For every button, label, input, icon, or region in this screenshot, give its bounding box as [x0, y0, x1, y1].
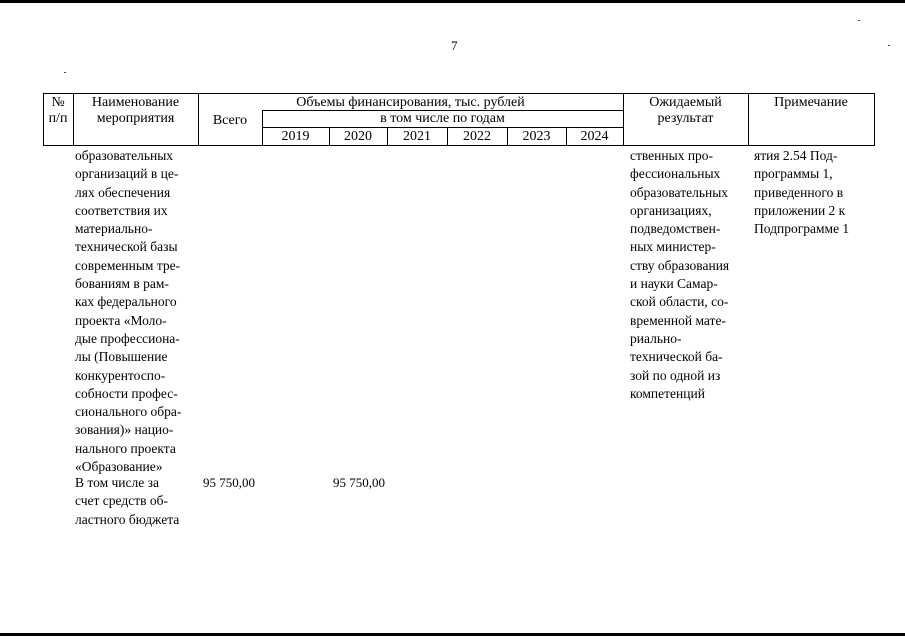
text-line: подведомствен- — [630, 221, 721, 237]
text-line: «Образование» — [75, 459, 163, 475]
text-line: Подпрограмме 1 — [754, 221, 850, 237]
text-line: ластного бюджета — [75, 511, 180, 527]
text-line: собности профес- — [75, 385, 178, 401]
text-line: ках федерального — [75, 294, 177, 310]
budget-2020-value: 95 750,00 — [333, 475, 385, 490]
budget-total-value: 95 750,00 — [203, 475, 255, 490]
text-line: бованиям в рам- — [75, 276, 169, 292]
scan-speck — [888, 45, 890, 46]
text-line: проекта «Моло- — [75, 312, 167, 328]
text-line: образовательных — [630, 184, 729, 200]
text-line: технической ба- — [630, 349, 723, 365]
header-no-sub: п/п — [48, 111, 68, 126]
header-year-2024: 2024 — [580, 129, 609, 144]
text-line: зования)» нацио- — [75, 422, 174, 438]
text-line: и науки Самар- — [630, 276, 718, 292]
text-line: технической базы — [75, 239, 178, 255]
text-line: организациях, — [630, 202, 712, 218]
header-total: Всего — [212, 113, 248, 128]
text-line: риально- — [630, 330, 682, 346]
page-top-border — [0, 0, 905, 3]
text-line: программы 1, — [754, 166, 833, 182]
header-year-2023: 2023 — [522, 129, 551, 144]
header-year-2021: 2021 — [403, 129, 431, 144]
text-line: ственных про- — [630, 148, 714, 163]
text-line: нального проекта — [75, 440, 176, 456]
header-year-2020: 2020 — [344, 129, 372, 144]
page-number: 7 — [451, 38, 458, 53]
text-line: компетенций — [630, 385, 705, 401]
text-line: фессиональных — [630, 166, 721, 182]
scan-speck — [64, 72, 66, 73]
header-no: № — [51, 95, 65, 110]
header-name: Наименование — [91, 95, 180, 110]
text-line: сионального обра- — [75, 404, 182, 420]
header-year-2022: 2022 — [463, 129, 491, 144]
page-bottom-border — [0, 633, 905, 636]
header-year-2019: 2019 — [281, 129, 310, 144]
text-line: В том числе за — [75, 475, 159, 490]
text-line: приложении 2 к — [754, 202, 846, 218]
expected-result-cell — [630, 147, 729, 403]
budget-name-cell — [75, 474, 179, 529]
header-by-years: в том числе по годам — [380, 111, 505, 126]
text-line: счет средств об- — [75, 493, 168, 509]
text-line: лях обеспечения — [75, 184, 171, 200]
text-line: ных министер- — [630, 239, 716, 255]
header-name-sub: мероприятия — [96, 111, 175, 126]
text-line: ятия 2.54 Под- — [754, 148, 838, 163]
text-line: конкурентоспо- — [75, 367, 166, 383]
text-line: соответствия их — [75, 202, 168, 218]
text-line: организаций в це- — [75, 166, 179, 182]
text-line: ской области, со- — [630, 294, 729, 310]
note-cell — [754, 147, 849, 238]
event-name-cell — [75, 147, 181, 476]
text-line: образовательных — [75, 148, 174, 163]
header-result-sub: результат — [657, 111, 714, 126]
text-line: лы (Повышение — [75, 349, 168, 365]
text-line: ству образования — [630, 257, 730, 273]
text-line: временной мате- — [630, 312, 726, 328]
header-funding: Объемы финансирования, тыс. рублей — [296, 95, 525, 110]
text-line: дые профессиона- — [75, 330, 180, 346]
text-line: материально- — [75, 221, 153, 237]
text-line: приведенного в — [754, 184, 844, 200]
scan-speck — [858, 20, 860, 21]
text-line: зой по одной из — [630, 367, 721, 383]
header-result: Ожидаемый — [649, 95, 722, 110]
header-note: Примечание — [774, 95, 848, 110]
text-line: современным тре- — [75, 257, 181, 273]
